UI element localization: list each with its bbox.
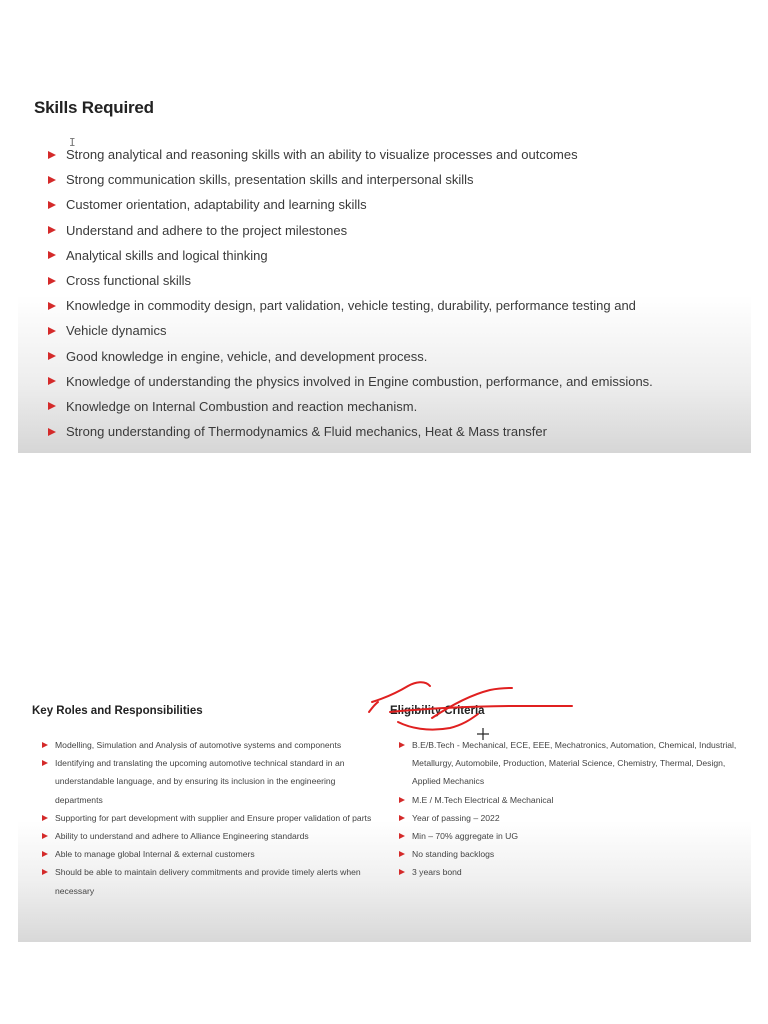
list-item-text: Cross functional skills xyxy=(66,273,191,289)
list-item-text: No standing backlogs xyxy=(412,849,495,860)
list-item-text: Modelling, Simulation and Analysis of automotive systems and components xyxy=(55,740,342,750)
list-item xyxy=(42,736,372,754)
list-item xyxy=(399,863,739,881)
list-item xyxy=(48,419,653,444)
list-item-text: Knowledge on Internal Combustion and reaction mechanism. xyxy=(66,398,418,414)
list-item-text: Able to manage global Internal & external customers xyxy=(55,849,255,860)
list-item-text: Identifying and translating the upcoming automotive technical standard in an understandable language, and by ensuring its inclusion in the engineering departments xyxy=(55,758,345,805)
list-item-text: Vehicle dynamics xyxy=(66,323,167,339)
list-item-text: Ability to understand and adhere to Alliance Engineering standards xyxy=(55,831,309,842)
list-item-text: Analytical skills and logical thinking xyxy=(66,247,268,263)
bullet-arrow-icon xyxy=(48,327,56,335)
list-item xyxy=(48,293,653,318)
bullet-arrow-icon xyxy=(42,760,48,766)
list-item-text: Strong analytical and reasoning skills with an ability to visualize processes and outcomes xyxy=(66,147,578,163)
bullet-arrow-icon xyxy=(399,833,405,839)
list-item-text: B.E/B.Tech - Mechanical, ECE, EEE, Mechatronics, Automation, Chemical, Industrial, Metallurgy, Automobile, Production, Material Science, Chemistry, Thermal, Design, Applied Mechanics xyxy=(412,740,737,787)
bullet-arrow-icon xyxy=(48,352,56,360)
bullet-arrow-icon xyxy=(42,833,48,839)
list-item xyxy=(399,791,739,809)
list-item-text: Customer orientation, adaptability and learning skills xyxy=(66,197,367,213)
bullet-arrow-icon xyxy=(399,742,405,748)
eligibility-title: Eligibility Criteria xyxy=(390,705,485,717)
bullet-arrow-icon xyxy=(399,815,405,821)
list-item xyxy=(48,243,653,268)
roles-list xyxy=(42,736,372,900)
list-item xyxy=(42,754,372,809)
text-cursor-icon: I xyxy=(69,136,76,149)
bullet-arrow-icon xyxy=(399,797,405,803)
list-item xyxy=(399,736,739,791)
list-item xyxy=(48,142,653,167)
list-item xyxy=(399,845,739,863)
list-item-text: Year of passing – 2022 xyxy=(412,812,500,823)
bullet-arrow-icon xyxy=(48,377,56,385)
skills-list xyxy=(48,142,653,444)
list-item xyxy=(48,268,653,293)
bullet-arrow-icon xyxy=(48,151,56,159)
list-item-text: Knowledge of understanding the physics involved in Engine combustion, performance, and emissions. xyxy=(66,373,653,389)
bullet-arrow-icon xyxy=(48,402,56,410)
list-item-text: Knowledge in commodity design, part validation, vehicle testing, durability, performance testing and xyxy=(66,298,636,314)
bullet-arrow-icon xyxy=(42,851,48,857)
bullet-arrow-icon xyxy=(399,869,405,875)
bullet-arrow-icon xyxy=(48,428,56,436)
list-item-text: Strong communication skills, presentation skills and interpersonal skills xyxy=(66,172,474,188)
bullet-arrow-icon xyxy=(399,851,405,857)
list-item xyxy=(48,167,653,192)
skills-title: Skills Required xyxy=(34,98,154,117)
list-item xyxy=(48,369,653,394)
list-item-text: M.E / M.Tech Electrical & Mechanical xyxy=(412,794,554,805)
list-item-text: 3 years bond xyxy=(412,867,462,878)
list-item xyxy=(48,344,653,369)
list-item xyxy=(42,809,372,827)
list-item xyxy=(42,845,372,863)
bullet-arrow-icon xyxy=(42,742,48,748)
list-item-text: Good knowledge in engine, vehicle, and development process. xyxy=(66,348,428,364)
list-item xyxy=(399,809,739,827)
bullet-arrow-icon xyxy=(48,176,56,184)
bullet-arrow-icon xyxy=(42,869,48,875)
list-item xyxy=(48,318,653,343)
list-item xyxy=(48,218,653,243)
bullet-arrow-icon xyxy=(48,251,56,259)
roles-title: Key Roles and Responsibilities xyxy=(32,705,203,717)
list-item-text: Supporting for part development with supplier and Ensure proper validation of parts xyxy=(55,812,372,823)
roles-eligibility-panel xyxy=(18,672,751,942)
bullet-arrow-icon xyxy=(48,201,56,209)
skills-panel xyxy=(18,78,751,453)
list-item-text: Understand and adhere to the project milestones xyxy=(66,222,348,238)
list-item xyxy=(42,863,372,899)
list-item-text: Strong understanding of Thermodynamics & Fluid mechanics, Heat & Mass transfer xyxy=(66,424,547,440)
list-item-text: Min – 70% aggregate in UG xyxy=(412,831,519,842)
bullet-arrow-icon xyxy=(48,226,56,234)
list-item xyxy=(48,394,653,419)
list-item xyxy=(42,827,372,845)
list-item xyxy=(399,827,739,845)
bullet-arrow-icon xyxy=(48,277,56,285)
eligibility-list xyxy=(399,736,739,882)
list-item xyxy=(48,192,653,217)
list-item-text: Should be able to maintain delivery commitments and provide timely alerts when necessary xyxy=(55,867,361,896)
bullet-arrow-icon xyxy=(42,815,48,821)
bullet-arrow-icon xyxy=(48,302,56,310)
